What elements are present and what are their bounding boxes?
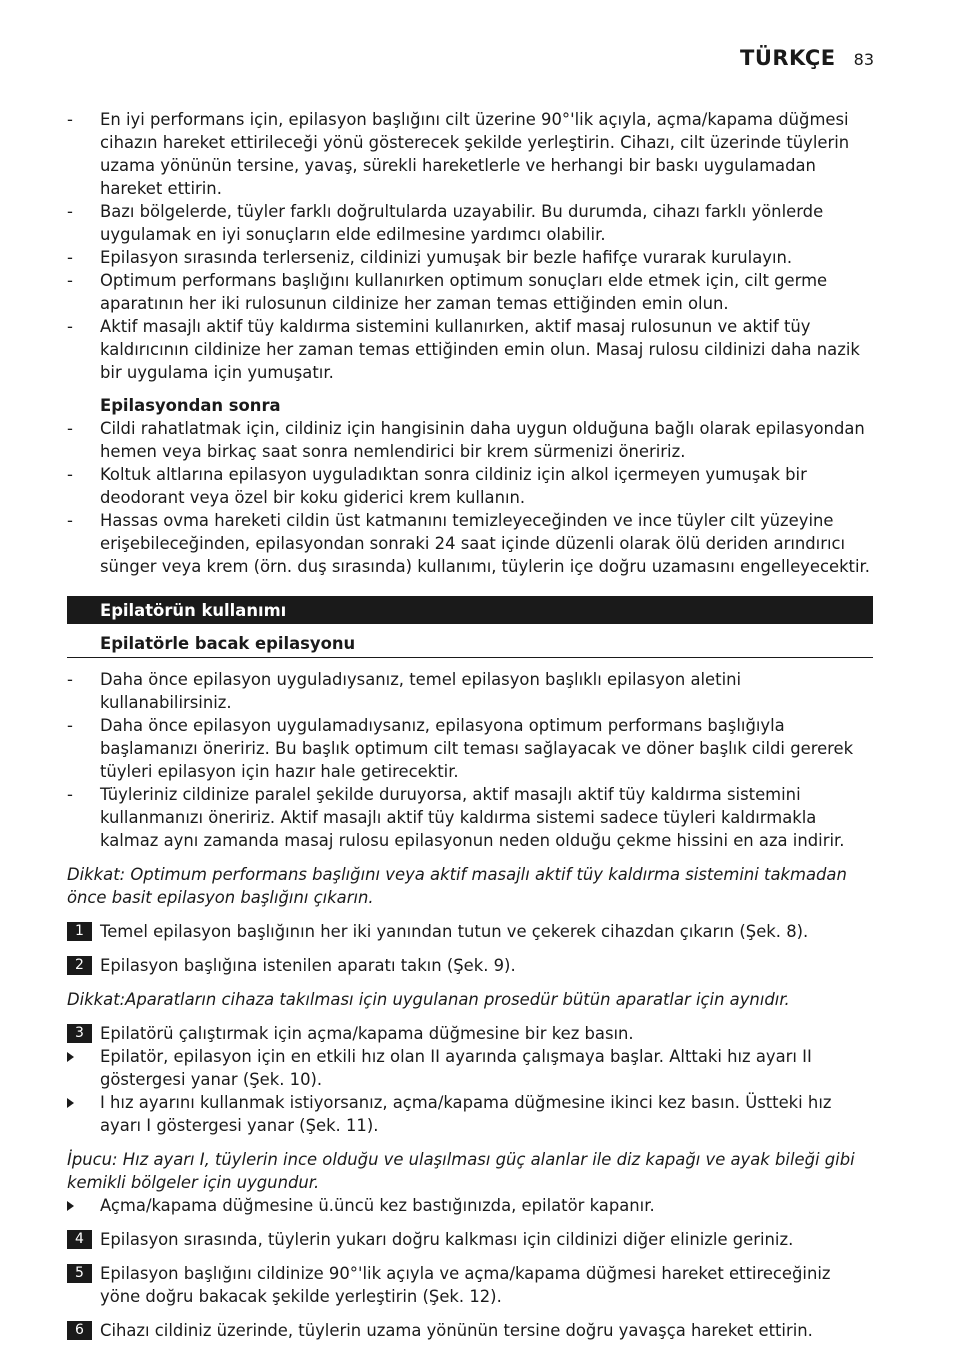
result-item (67, 1091, 873, 1137)
caution-note: Dikkat:Aparatların cihaza takılması için uygulanan prosedür bütün aparatlar için aynıdır. (67, 990, 790, 1009)
after-bullet-list (67, 417, 873, 578)
language-label: TÜRKÇE (740, 46, 836, 70)
dash-bullet: - (67, 202, 73, 221)
dash-bullet: - (67, 716, 73, 735)
bullet-text: Daha önce epilasyon uygulamadıysanız, epilasyona optimum performans başlığıyla başlamanızı öneririz. Bu başlık optimum cilt teması sağlayacak ve döner başlık cildi gererek tüyleri epilasyon için hazır hale getirecektir. (100, 716, 854, 781)
dash-bullet: - (67, 785, 73, 804)
list-item (67, 269, 873, 315)
step-text: Temel epilasyon başlığının her iki yanından tutun ve çekerek cihazdan çıkarın (Şek. 8). (100, 922, 809, 941)
result-arrow-icon (67, 1098, 74, 1108)
result-item (67, 1045, 873, 1091)
subsection-title: Epilatörle bacak epilasyonu (67, 632, 873, 658)
result-text: I hız ayarını kullanmak istiyorsanız, açma/kapama düğmesine ikinci kez basın. Üstteki hız ayarı I göstergesi yanar (Şek. 11). (100, 1093, 832, 1135)
result-arrow-icon (67, 1201, 74, 1211)
step-number-badge: 2 (67, 956, 92, 975)
list-item (67, 668, 873, 714)
step-6 (67, 1319, 873, 1342)
step-text: Epilatörü çalıştırmak için açma/kapama düğmesine bir kez basın. (100, 1024, 634, 1043)
bullet-text: Hassas ovma hareketi cildin üst katmanını temizleyeceğinden ve ince tüyler cilt yüzeyine erişebileceğinden, epilasyondan sonraki 24 saat içinde düzenli olarak ölü deriden arındırıcı sünger veya krem (örn. duş sırasında) kullanımı, tüylerin içe doğru uzamasını engelleyecektir. (100, 511, 870, 576)
step-3 (67, 1022, 873, 1045)
bullet-text: Daha önce epilasyon uyguladıysanız, temel epilasyon başlıklı epilasyon aletini kullanabilirsiniz. (100, 670, 742, 712)
step-5 (67, 1262, 873, 1308)
list-item (67, 108, 873, 200)
step-number-badge: 1 (67, 922, 92, 941)
bullet-text: Optimum performans başlığını kullanırken optimum sonuçları elde etmek için, cilt germe aparatının her iki rulosunun cildinize her zaman temas ettiğinden emin olun. (100, 271, 828, 313)
dash-bullet: - (67, 511, 73, 530)
step-2 (67, 954, 873, 977)
page-header (740, 46, 874, 70)
list-item (67, 783, 873, 852)
list-item (67, 463, 873, 509)
bullet-text: Cildi rahatlatmak için, cildiniz için hangisinin daha uygun olduğuna bağlı olarak epilasyondan hemen veya birkaç saat sonra nemlendirici bir krem sürmenizi öneririz. (100, 419, 865, 461)
page-number: 83 (853, 50, 874, 69)
dash-bullet: - (67, 248, 73, 267)
bullet-text: Koltuk altlarına epilasyon uyguladıktan sonra cildiniz için alkol içermeyen yumuşak bir deodorant veya özel bir koku giderici krem kullanın. (100, 465, 807, 507)
result-text: Epilatör, epilasyon için en etkili hız olan II ayarında çalışmaya başlar. Alttaki hız ayarı II göstergesi yanar (Şek. 10). (100, 1047, 812, 1089)
bullet-text: Epilasyon sırasında terlerseniz, cildinizi yumuşak bir bezle hafifçe vurarak kurulayın. (100, 248, 793, 267)
bullet-text: Aktif masajlı aktif tüy kaldırma sistemini kullanırken, aktif masaj rulosunun ve aktif tüy kaldırıcının cildinize her zaman temas ettiğinden emin olun. Masaj rulosu cildinizi daha nazik bir uygulama için yumuşatır. (100, 317, 860, 382)
dash-bullet: - (67, 317, 73, 336)
step-4 (67, 1228, 873, 1251)
list-item (67, 200, 873, 246)
list-item (67, 315, 873, 384)
after-epilation-heading: Epilasyondan sonra (100, 396, 281, 415)
dash-bullet: - (67, 110, 73, 129)
tip-note: İpucu: Hız ayarı I, tüylerin ince olduğu ve ulaşılması güç alanlar ile diz kapağı ve ayak bileği gibi kemikli bölgeler için uygundur. (67, 1150, 855, 1192)
page-content (67, 108, 873, 1342)
step-text: Epilasyon başlığına istenilen aparatı takın (Şek. 9). (100, 956, 516, 975)
section-title-bar: Epilatörün kullanımı (67, 596, 873, 624)
leg-bullet-list (67, 668, 873, 852)
list-item (67, 714, 873, 783)
dash-bullet: - (67, 271, 73, 290)
list-item (67, 417, 873, 463)
step-text: Epilasyon başlığını cildinize 90°'lik açıyla ve açma/kapama düğmesi hareket ettireceğiniz yöne doğru bakacak şekilde yerleştirin (Şek. 12). (100, 1264, 831, 1306)
bullet-text: Bazı bölgelerde, tüyler farklı doğrultularda uzayabilir. Bu durumda, cihazı farklı yönlerde uygulamak en iyi sonuçların elde edilmesine yardımcı olabilir. (100, 202, 824, 244)
step-text: Epilasyon sırasında, tüylerin yukarı doğru kalkması için cildinizi diğer elinizle geriniz. (100, 1230, 794, 1249)
bullet-text: En iyi performans için, epilasyon başlığını cilt üzerine 90°'lik açıyla, açma/kapama düğmesi cihazın hareket ettirileceği yönü gösterecek şekilde yerleştirin. Cihazı, cilt üzerinde tüylerin uzama yönünün tersine, yavaş, sürekli hareketlerle ve herhangi bir baskı uygulamadan hareket ettirin. (100, 110, 850, 198)
intro-bullet-list (67, 108, 873, 384)
list-item (67, 246, 873, 269)
step-1 (67, 920, 873, 943)
step-number-badge: 5 (67, 1264, 92, 1283)
result-arrow-icon (67, 1052, 74, 1062)
result-text: Açma/kapama düğmesine ü.üncü kez bastığınızda, epilatör kapanır. (100, 1196, 655, 1215)
step-text: Cihazı cildiniz üzerinde, tüylerin uzama yönünün tersine doğru yavaşça hareket ettirin. (100, 1321, 813, 1340)
dash-bullet: - (67, 465, 73, 484)
step-number-badge: 3 (67, 1024, 92, 1043)
dash-bullet: - (67, 670, 73, 689)
caution-note: Dikkat: Optimum performans başlığını veya aktif masajlı aktif tüy kaldırma sistemini takmadan önce basit epilasyon başlığını çıkarın. (67, 865, 847, 907)
step-number-badge: 6 (67, 1321, 92, 1340)
step-number-badge: 4 (67, 1230, 92, 1249)
bullet-text: Tüyleriniz cildinize paralel şekilde duruyorsa, aktif masajlı aktif tüy kaldırma sistemini kullanmanızı öneririz. Aktif masajlı aktif tüy kaldırma sistemi sadece tüyleri kaldırmakla kalmaz aynı zamanda masaj rulosu epilasyonun neden olduğu çekme hissini en aza indirir. (100, 785, 845, 850)
dash-bullet: - (67, 419, 73, 438)
result-item (67, 1194, 873, 1217)
list-item (67, 509, 873, 578)
